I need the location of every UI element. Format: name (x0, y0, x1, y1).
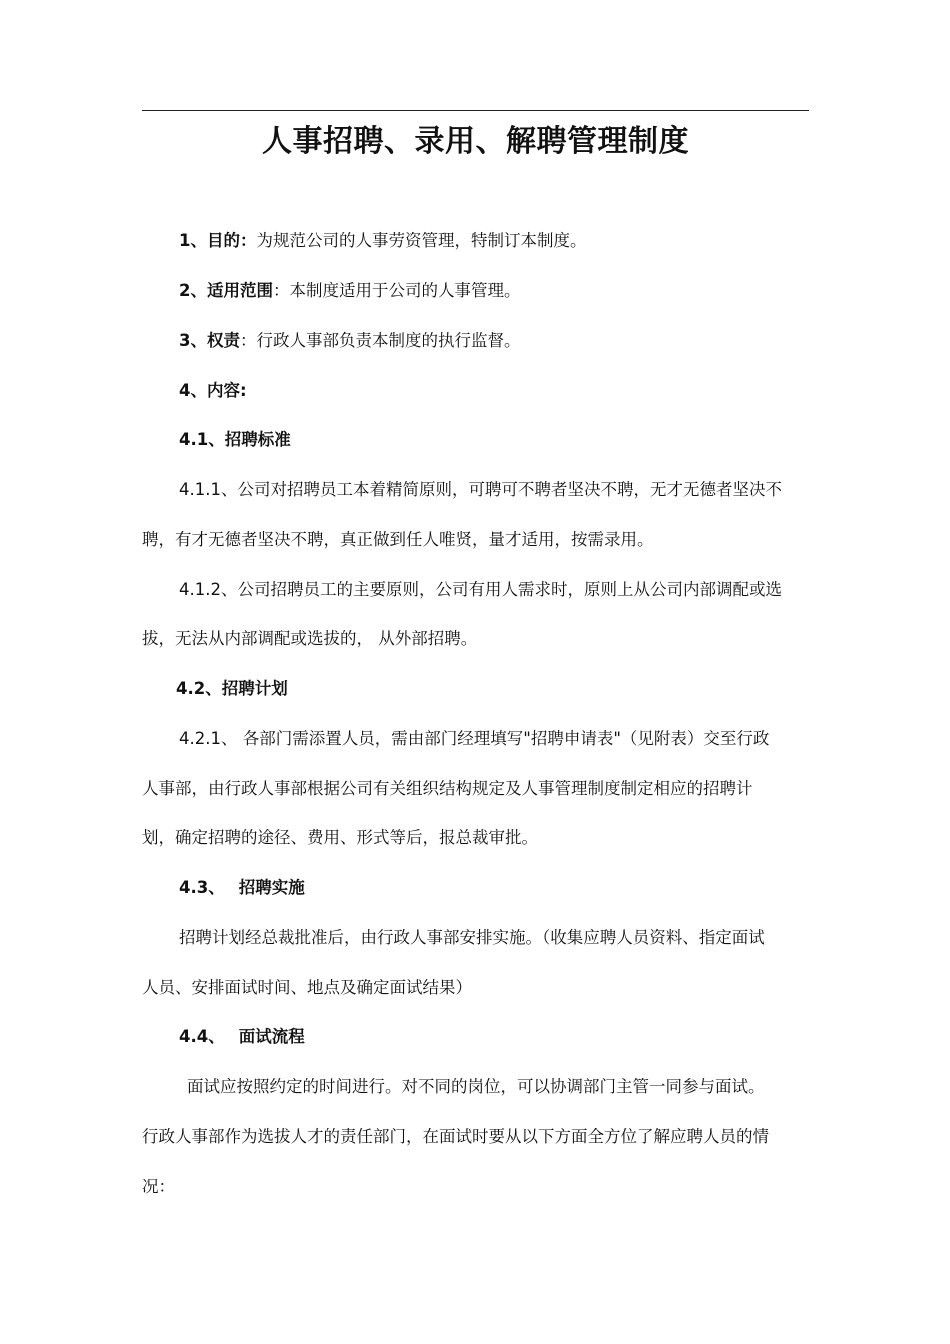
section-purpose-text: 为规范公司的人事劳资管理，特制订本制度。 (256, 231, 587, 250)
subsection-4-1-heading: 4.1、招聘标准 (179, 430, 291, 449)
section-responsibility-text: ：行政人事部负责本制度的执行监督。 (239, 331, 521, 350)
paragraph-4-1-1-line-2: 聘，有才无德者坚决不聘，真正做到任人唯贤，量才适用，按需录用。 (142, 530, 654, 549)
section-scope (179, 279, 809, 303)
header-rule (142, 110, 809, 111)
section-scope-text: ：本制度适用于公司的人事管理。 (272, 281, 521, 300)
subsection-4-3-number: 4.3、 (179, 878, 225, 897)
paragraph-4-1-2-line-1: 4.1.2、公司招聘员工的主要原则，公司有用人需求时，原则上从公司内部调配或选 (179, 580, 782, 599)
subsection-4-3-heading (179, 876, 809, 900)
subsection-4-4-title: 面试流程 (238, 1027, 305, 1046)
subsection-4-2-heading: 4.2、招聘计划 (176, 679, 288, 698)
subsection-4-3-title: 招聘实施 (238, 878, 305, 897)
paragraph-4-1-1-line-1: 4.1.1、公司对招聘员工本着精简原则，可聘可不聘者坚决不聘，无才无德者坚决不 (179, 480, 782, 499)
paragraph-4-1-2-line-2: 拔，无法从内部调配或选拔的， 从外部招聘。 (142, 629, 478, 648)
section-responsibility-label: 3、权责 (179, 331, 240, 350)
section-scope-label: 2、适用范围 (179, 281, 273, 300)
section-purpose-label: 1、目的： (179, 231, 257, 250)
paragraph-4-2-1-line-3: 划，确定招聘的途径、费用、形式等后，报总裁审批。 (142, 828, 538, 847)
paragraph-4-3-line-2: 人员、安排面试时间、地点及确定面试结果） (142, 978, 472, 997)
section-responsibility (179, 329, 809, 353)
subsection-4-4-heading (179, 1025, 809, 1049)
paragraph-4-4-line-3: 况： (142, 1177, 175, 1196)
section-content-heading: 4、内容: (179, 381, 247, 400)
paragraph-4-2-1-line-2: 人事部，由行政人事部根据公司有关组织结构规定及人事管理制度制定相应的招聘计 (142, 779, 753, 798)
paragraph-4-2-1-line-1: 4.2.1、 各部门需添置人员，需由部门经理填写"招聘申请表"（见附表）交至行政 (179, 729, 770, 748)
paragraph-4-3-line-1: 招聘计划经总裁批准后，由行政人事部安排实施。（收集应聘人员资料、指定面试 (179, 928, 765, 947)
document-title: 人事招聘、录用、解聘管理制度 (262, 124, 689, 159)
subsection-4-4-number: 4.4、 (179, 1027, 225, 1046)
paragraph-4-4-line-2: 行政人事部作为选拔人才的责任部门，在面试时要从以下方面全方位了解应聘人员的情 (142, 1127, 769, 1146)
paragraph-4-4-line-1: 面试应按照约定的时间进行。对不同的岗位，可以协调部门主管一同参与面试。 (187, 1077, 765, 1096)
section-purpose (179, 229, 809, 253)
